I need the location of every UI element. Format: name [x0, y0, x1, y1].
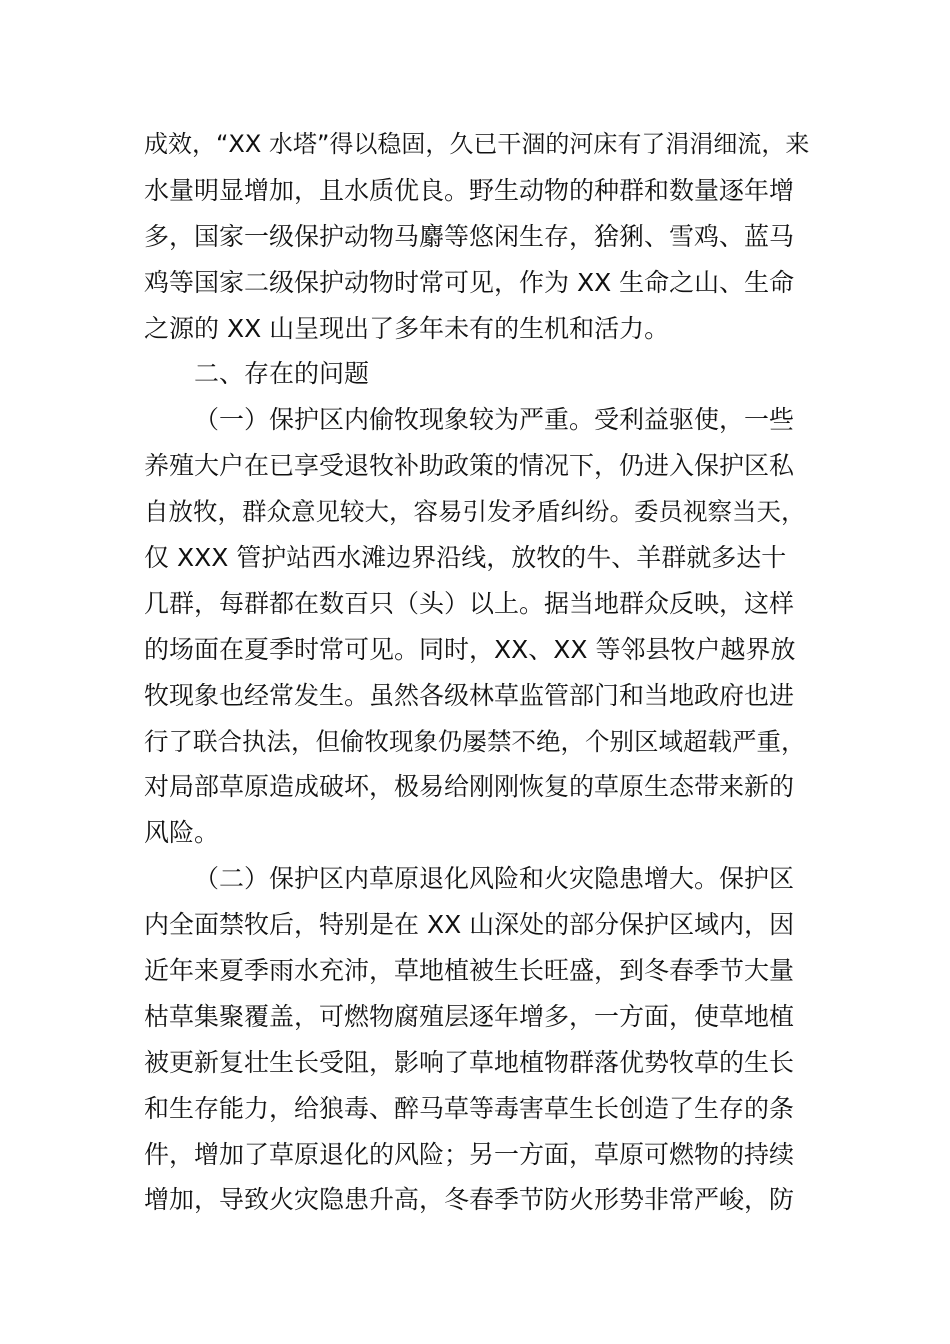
text-line: 被更新复壮生长受阻，影响了草地植物群落优势牧草的生长 [144, 1047, 795, 1077]
paragraph-illegal-grazing [144, 397, 816, 856]
text-line: 内全面禁牧后，特别是在 XX 山深处的部分保护区域内，因 [144, 910, 795, 940]
text-line: 多，国家一级保护动物马麝等悠闲生存，猞猁、雪鸡、蓝马 [144, 221, 795, 251]
text-line: （二）保护区内草原退化风险和火灾隐患增大。保护区 [194, 864, 795, 894]
text-line: 增加，导致火灾隐患升高，冬春季节防火形势非常严峻，防 [144, 1185, 795, 1215]
text-line: 牧现象也经常发生。虽然各级林草监管部门和当地政府也进 [144, 680, 795, 710]
text-line: 成效，“XX 水塔”得以稳固，久已干涸的河床有了涓涓细流，来 [144, 130, 810, 158]
text-line: 枯草集聚覆盖，可燃物腐殖层逐年增多，一方面，使草地植 [144, 1001, 795, 1031]
text-line: 行了联合执法，但偷牧现象仍屡禁不绝，个别区域超载严重， [144, 726, 806, 756]
document-body [144, 122, 816, 1223]
text-line: 风险。 [144, 818, 220, 848]
section-heading-text: 二、存在的问题 [194, 359, 370, 389]
section-heading [144, 351, 816, 397]
text-line: （一）保护区内偷牧现象较为严重。受利益驱使，一些 [194, 405, 795, 435]
text-line: 件，增加了草原退化的风险；另一方面，草原可燃物的持续 [144, 1139, 795, 1169]
text-line: 之源的 XX 山呈现出了多年未有的生机和活力。 [144, 313, 670, 343]
paragraph-achievements [144, 122, 816, 351]
text-line: 的场面在夏季时常可见。同时，XX、XX 等邻县牧户越界放 [144, 634, 796, 664]
text-line: 仅 XXX 管护站西水滩边界沿线，放牧的牛、羊群就多达十 [144, 543, 787, 573]
text-line: 和生存能力，给狼毒、醉马草等毒害草生长创造了生存的条 [144, 1093, 795, 1123]
paragraph-degradation-fire-risk [144, 856, 816, 1223]
text-line: 水量明显增加，且水质优良。野生动物的种群和数量逐年增 [144, 175, 795, 205]
text-line: 近年来夏季雨水充沛，草地植被生长旺盛，到冬春季节大量 [144, 956, 795, 986]
text-line: 鸡等国家二级保护动物时常可见，作为 XX 生命之山、生命 [144, 267, 795, 297]
text-line: 自放牧，群众意见较大，容易引发矛盾纠纷。委员视察当天， [144, 497, 806, 527]
text-line: 对局部草原造成破坏，极易给刚刚恢复的草原生态带来新的 [144, 772, 795, 802]
text-line: 养殖大户在已享受退牧补助政策的情况下，仍进入保护区私 [144, 451, 795, 481]
text-line: 几群，每群都在数百只（头）以上。据当地群众反映，这样 [144, 588, 795, 618]
